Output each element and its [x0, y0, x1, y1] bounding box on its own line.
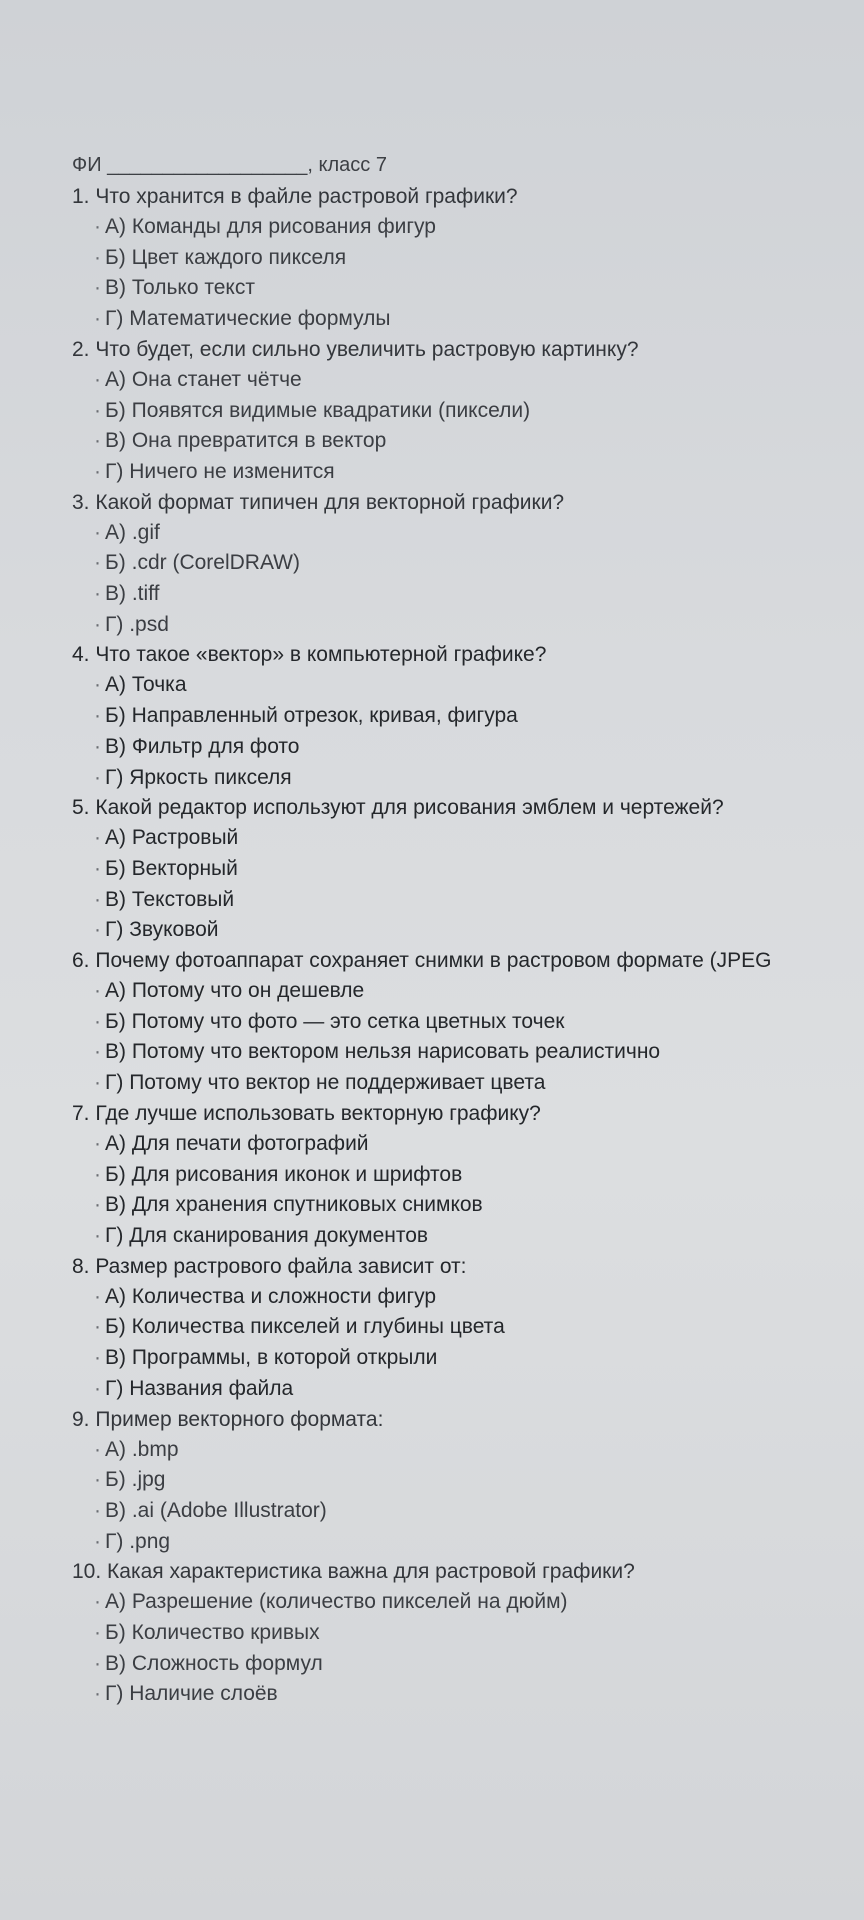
bullet: · [94, 1223, 101, 1247]
option-label: В) Программы, в которой открыли [105, 1346, 438, 1370]
option-label: Б) Количество кривых [105, 1621, 320, 1645]
option-d [72, 610, 862, 641]
option-label: Г) Математические формулы [105, 307, 391, 331]
option-label: Г) Звуковой [105, 918, 219, 942]
option-label: Б) Появятся видимые квадратики (пиксели) [105, 398, 531, 422]
option-label: А) Точка [105, 673, 187, 697]
question-text: 5. Какой редактор используют для рисования эмблем и чертежей? [72, 796, 724, 820]
option-label: В) Текстовый [105, 887, 235, 911]
bullet: · [94, 826, 101, 850]
bullet: · [94, 1071, 101, 1095]
option-b [72, 396, 862, 427]
question-text: 6. Почему фотоаппарат сохраняет снимки в растровом формате (JPEG [72, 949, 772, 973]
option-label: В) .tiff [105, 582, 160, 606]
bullet: · [94, 887, 101, 911]
option-b [72, 1312, 862, 1343]
bullet: · [94, 856, 101, 880]
option-c [72, 1496, 862, 1527]
option-c [72, 426, 862, 457]
option-c [72, 579, 862, 610]
option-c [72, 1037, 862, 1068]
option-b [72, 1160, 862, 1191]
bullet: · [94, 367, 101, 391]
option-label: Г) Названия файла [105, 1376, 294, 1400]
option-label: В) .ai (Adobe Illustrator) [105, 1498, 327, 1522]
option-label: Г) .psd [105, 612, 169, 636]
option-label: Б) Для рисования иконок и шрифтов [105, 1162, 463, 1186]
bullet: · [94, 734, 101, 758]
option-label: В) Сложность формул [105, 1651, 323, 1675]
option-c [72, 732, 862, 763]
option-a [72, 823, 862, 854]
bullet: · [94, 704, 101, 728]
bullet: · [94, 979, 101, 1003]
bullet: · [94, 1682, 101, 1706]
option-label: Б) Направленный отрезок, кривая, фигура [105, 704, 518, 728]
option-a [72, 1282, 862, 1313]
bullet: · [94, 520, 101, 544]
option-label: А) Она станет чётче [105, 367, 302, 391]
question-1 [72, 182, 862, 335]
option-label: А) Потому что он дешевле [105, 979, 365, 1003]
bullet: · [94, 582, 101, 606]
option-label: Г) Для сканирования документов [105, 1223, 429, 1247]
option-label: Б) .cdr (CorelDRAW) [105, 551, 300, 575]
question-10 [72, 1557, 862, 1710]
bullet: · [94, 1284, 101, 1308]
question-2 [72, 335, 862, 488]
option-label: Г) Потому что вектор не поддерживает цвета [105, 1071, 546, 1095]
bullet: · [94, 459, 101, 483]
question-text: 1. Что хранится в файле растровой графики? [72, 185, 518, 208]
question-6 [72, 946, 862, 1099]
option-label: А) Разрешение (количество пикселей на дюйм) [105, 1590, 568, 1614]
bullet: · [94, 612, 101, 636]
option-b [72, 854, 862, 885]
bullet: · [94, 1590, 101, 1614]
name-blank: __________________ [107, 154, 308, 176]
option-c [72, 1649, 862, 1680]
option-label: В) Фильтр для фото [105, 734, 300, 758]
bullet: · [94, 1498, 101, 1522]
option-label: А) Количества и сложности фигур [105, 1284, 437, 1308]
option-label: В) Только текст [105, 276, 255, 300]
bullet: · [94, 1162, 101, 1186]
question-text: 4. Что такое «вектор» в компьютерной графике? [72, 643, 547, 667]
bullet: · [94, 1315, 101, 1339]
question-text: 3. Какой формат типичен для векторной графики? [72, 490, 565, 514]
option-label: Г) .png [105, 1529, 171, 1553]
option-label: Б) Цвет каждого пикселя [105, 245, 347, 269]
option-label: А) Команды для рисования фигур [105, 215, 436, 238]
option-label: А) .gif [105, 520, 160, 544]
option-b [72, 548, 862, 579]
header-line [72, 150, 862, 180]
bullet: · [94, 1009, 101, 1033]
option-a [72, 1587, 862, 1618]
option-d [72, 457, 862, 488]
option-label: Б) .jpg [105, 1468, 166, 1492]
question-text: 7. Где лучше использовать векторную графику? [72, 1101, 541, 1125]
option-c [72, 1190, 862, 1221]
option-label: Г) Наличие слоёв [105, 1682, 278, 1706]
option-a [72, 1129, 862, 1160]
question-9 [72, 1405, 862, 1558]
option-label: Б) Количества пикселей и глубины цвета [105, 1315, 505, 1339]
option-d [72, 1068, 862, 1099]
fio-label: ФИ [72, 154, 102, 176]
bullet: · [94, 1437, 101, 1461]
option-a [72, 365, 862, 396]
question-text: 10. Какая характеристика важна для растровой графики? [72, 1560, 635, 1584]
option-a [72, 1435, 862, 1466]
quiz-document [72, 150, 862, 1710]
option-label: В) Потому что вектором нельзя нарисовать реалистично [105, 1040, 661, 1064]
option-d [72, 1374, 862, 1405]
question-text: 8. Размер растрового файла зависит от: [72, 1254, 467, 1278]
bullet: · [94, 429, 101, 453]
bullet: · [94, 1193, 101, 1217]
bullet: · [94, 1040, 101, 1064]
question-text: 2. Что будет, если сильно увеличить растровую картинку? [72, 337, 639, 361]
option-b [72, 701, 862, 732]
bullet: · [94, 765, 101, 789]
option-c [72, 273, 862, 304]
option-label: В) Для хранения спутниковых снимков [105, 1193, 483, 1217]
bullet: · [94, 1651, 101, 1675]
option-d [72, 304, 862, 335]
option-a [72, 670, 862, 701]
question-3 [72, 488, 862, 641]
option-d [72, 1221, 862, 1252]
bullet: · [94, 551, 101, 575]
bullet: · [94, 1529, 101, 1553]
option-a [72, 212, 862, 243]
bullet: · [94, 398, 101, 422]
class-label: , класс 7 [307, 154, 387, 176]
bullet: · [94, 1346, 101, 1370]
option-b [72, 1618, 862, 1649]
question-5 [72, 793, 862, 946]
option-label: А) Для печати фотографий [105, 1131, 369, 1155]
bullet: · [94, 918, 101, 942]
option-c [72, 1343, 862, 1374]
option-b [72, 1465, 862, 1496]
option-label: А) Растровый [105, 826, 239, 850]
bullet: · [94, 215, 101, 238]
bullet: · [94, 673, 101, 697]
option-label: Г) Яркость пикселя [105, 765, 292, 789]
bullet: · [94, 307, 101, 331]
bullet: · [94, 245, 101, 269]
option-label: В) Она превратится в вектор [105, 429, 387, 453]
option-a [72, 518, 862, 549]
question-7 [72, 1099, 862, 1252]
question-4 [72, 640, 862, 793]
bullet: · [94, 1131, 101, 1155]
option-a [72, 976, 862, 1007]
option-d [72, 1527, 862, 1558]
option-label: А) .bmp [105, 1437, 179, 1461]
option-d [72, 1679, 862, 1710]
option-d [72, 763, 862, 794]
option-b [72, 1007, 862, 1038]
option-d [72, 915, 862, 946]
option-c [72, 885, 862, 916]
option-label: Б) Векторный [105, 856, 238, 880]
bullet: · [94, 1468, 101, 1492]
bullet: · [94, 1376, 101, 1400]
option-label: Г) Ничего не изменится [105, 459, 335, 483]
bullet: · [94, 276, 101, 300]
option-b [72, 243, 862, 274]
question-8 [72, 1252, 862, 1405]
option-label: Б) Потому что фото — это сетка цветных точек [105, 1009, 565, 1033]
question-text: 9. Пример векторного формата: [72, 1407, 384, 1431]
bullet: · [94, 1621, 101, 1645]
